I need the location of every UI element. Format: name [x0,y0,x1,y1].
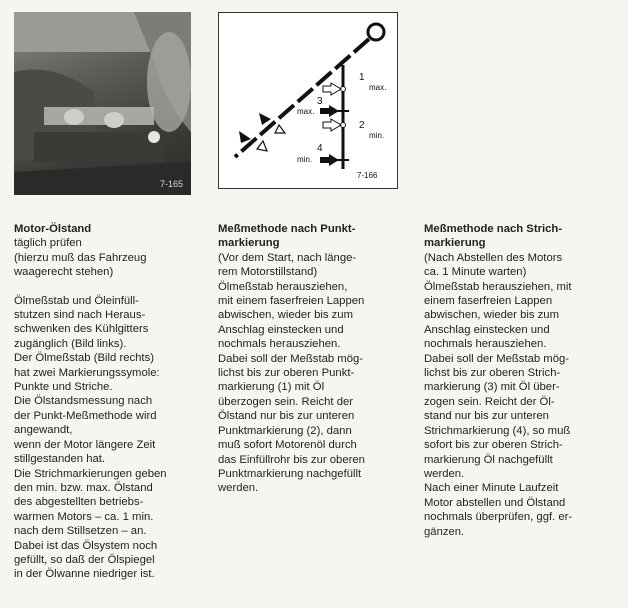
slant-arrow-solid-2 [259,113,271,125]
dipstick-slanted [235,39,369,157]
text-line: abwischen, wieder bis zum [218,309,353,322]
section-title: markierung [218,237,280,250]
text-line: warmen Motors – ca. 1 min. [14,510,154,523]
engine-bay-photo [14,12,191,195]
text-line: nochmals überprüfen, ggf. er- [424,511,573,524]
slant-arrow-open-1 [257,141,267,151]
text-line: mit einem faserfreien Lappen [218,295,365,308]
text-line: Nach einer Minute Laufzeit [424,482,559,495]
text-line: angewandt, [14,424,73,437]
section-title: Meßmethode nach Punkt- [218,223,356,235]
section-title: Motor-Ölstand [14,223,92,235]
text-line: zogen sein. Reicht der Öl- [424,395,555,408]
text-line: gänzen. [424,525,465,538]
text-line: stand nur bis zur unteren [424,410,549,423]
text-line: gefüllt, so daß der Ölspiegel [14,553,155,566]
mark-max-1: max. [369,83,387,92]
text-line: Strichmarkierung (4), so muß [424,424,571,437]
photo-figure-label: 7-165 [159,179,183,189]
column-dot-method [218,222,365,496]
text-line: (Vor dem Start, nach länge- [218,251,357,264]
slant-arrow-solid-1 [239,131,251,143]
text-line: lichst bis zur oberen Strich- [424,367,561,380]
text-line: lichst bis zur oberen Punkt- [218,367,355,380]
text-line: des abgestellten betriebs- [14,496,144,509]
text-line: nochmals herausziehen. [424,338,547,351]
mark-number-3: 3 [317,96,323,107]
diagram-figure-label: 7-166 [357,171,378,180]
text-line: der Punkt-Meßmethode wird [14,409,157,422]
text-line: werden. [424,467,465,480]
text-line: Ölmeßstab herausziehen, [218,280,348,293]
text-line: hat zwei Markierungssymole: [14,366,160,379]
text-line: Punktmarkierung (2), dann [218,424,352,437]
text-line: markierung (1) mit Öl [218,381,325,394]
text-line: Anschlag einstecken und [218,323,344,336]
text-line: Dabei soll der Meßstab mög- [424,352,570,365]
engine-bay-drawing [14,12,191,195]
mark-min-4: min. [297,155,313,164]
slant-arrow-open-2 [275,125,285,133]
text-line: Die Ölstandsmessung nach [14,395,153,408]
arrow-mark-1 [323,83,341,95]
text-line: Ölmeßstab herausziehen, mit [424,280,572,293]
text-line: in der Ölwanne niedriger ist. [14,568,155,581]
text-line: nochmals herausziehen. [218,338,341,351]
text-line: Punkte und Striche. [14,381,113,394]
text-line: markierung (3) mit Öl über- [424,381,560,394]
mark-min-2: min. [369,131,385,140]
text-line: überzogen sein. Reicht der [218,395,354,408]
text-line: Der Ölmeßstab (Bild rechts) [14,352,154,365]
text-line: rem Motorstillstand) [218,266,318,279]
text-line: Punktmarkierung nachgefüllt [218,467,362,480]
text-line: (Nach Abstellen des Motors [424,251,563,264]
text-line: waagerecht stehen) [14,266,114,279]
text-line: den min. bzw. max. Ölstand [14,481,153,494]
text-line: einem faserfreien Lappen [424,295,553,308]
text-line: nach dem Stillsetzen – an. [14,525,147,538]
text-line: stillgestanden hat. [14,453,106,466]
text-line: Dabei soll der Meßstab mög- [218,352,364,365]
text-line: täglich prüfen [14,237,82,250]
text-line: stutzen sind nach Heraus- [14,309,146,322]
arrow-mark-2 [323,119,341,131]
text-line: Anschlag einstecken und [424,323,550,336]
column-line-method [424,222,572,539]
text-line: ca. 1 Minute warten) [424,266,527,279]
text-line: Motor abstellen und Ölstand [424,496,566,509]
text-line: werden. [218,482,259,495]
mark-number-4: 4 [317,143,323,154]
text-line: sofort bis zur oberen Strich- [424,439,563,452]
text-line: muß sofort Motorenöl durch [218,439,357,452]
text-line: wenn der Motor längere Zeit [14,438,156,451]
dipstick-diagram [218,12,398,189]
text-line: Ölstand nur bis zur unteren [218,410,355,423]
mark-number-2: 2 [359,120,365,131]
text-line: (hierzu muß das Fahrzeug [14,251,147,264]
arrow-mark-4 [320,154,339,166]
text-line: zugänglich (Bild links). [14,337,127,350]
column-oil-level [14,222,167,582]
dipstick-ring [368,24,384,40]
section-title: markierung [424,237,486,250]
text-line: Die Strichmarkierungen geben [14,467,167,480]
text-line: das Einfüllrohr bis zur oberen [218,453,365,466]
text-line: Ölmeßstab und Öleinfüll- [14,294,139,307]
mark-max-3: max. [297,107,315,116]
text-line: Dabei ist das Ölsystem noch [14,539,158,552]
mark-number-1: 1 [359,72,365,83]
section-title: Meßmethode nach Strich- [424,223,563,235]
text-line: abwischen, wieder bis zum [424,309,559,322]
text-line: markierung Öl nachgefüllt [424,453,553,466]
text-line: schwenken des Kühlgitters [14,323,149,336]
